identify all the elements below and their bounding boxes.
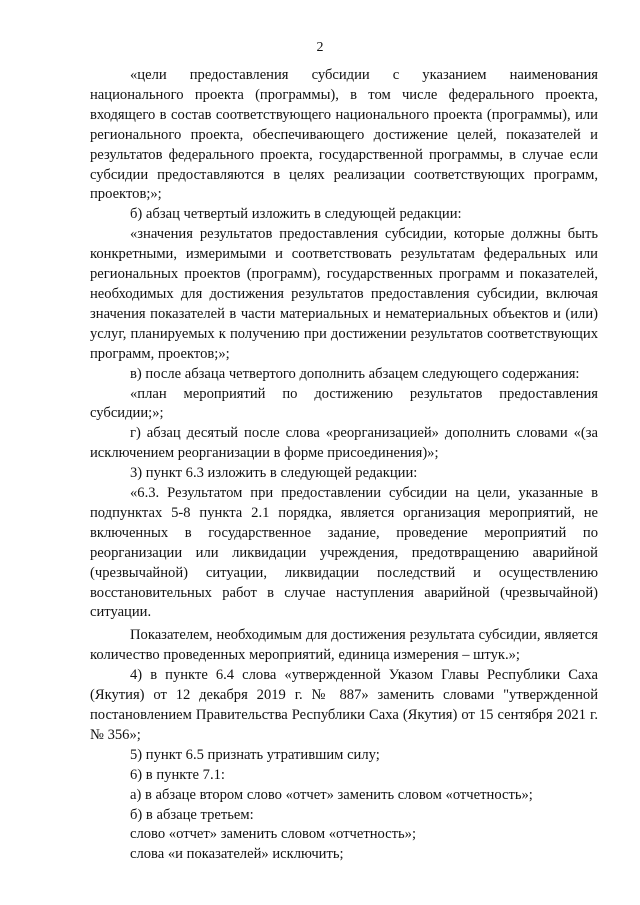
page-number: 2 [316, 40, 324, 55]
paragraph-indicator: Показателем, необходимым для достижения результата субсидии, является количество проведенных мероприятий, единица измерения – штук.»; [90, 627, 598, 664]
paragraph-goals-quote: «цели предоставления субсидии с указанием наименования национального проекта (программы), в том числе федерального проекта, входящего в состав соответствующего национального проекта (программы), или регионального проекта, обеспечивающего достижение целей, показателей и результатов федерального проекта, государственной программы, в случае если субсидии предоставляются в целях реализации соответствующих программ, проектов;»; [90, 67, 598, 203]
paragraph-word-replace: слово «отчет» заменить словом «отчетность»; [130, 826, 417, 843]
paragraph-words-exclude: слова «и показателей» исключить; [130, 846, 344, 863]
document-body [90, 66, 598, 865]
paragraph-item-b2: б) в абзаце третьем: [130, 806, 254, 823]
paragraph-item-b: б) абзац четвертый изложить в следующей редакции: [130, 206, 462, 223]
paragraph-results-quote: «значения результатов предоставления субсидии, которые должны быть конкретными, измеримыми и соответствовать результатам федеральных или региональных проектов (программ), государственных программ и показателей, необходимых для достижения результатов предоставления субсидии, включая значения показателей в части материальных и нематериальных объектов и (или) услуг, планируемых к получению при достижении результатов соответствующих программ, проектов;»; [90, 226, 598, 362]
paragraph-item-g: г) абзац десятый после слова «реорганизацией» дополнить словами «(за исключением реорганизации в форме присоединения)»; [90, 425, 598, 462]
paragraph-plan-quote: «план мероприятий по достижению результатов предоставления субсидии;»; [90, 385, 598, 422]
paragraph-item-6: 6) в пункте 7.1: [130, 766, 225, 783]
paragraph-item-v: в) после абзаца четвертого дополнить абзацем следующего содержания: [130, 365, 580, 382]
paragraph-item-5: 5) пункт 6.5 признать утратившим силу; [130, 746, 380, 763]
paragraph-6-3-quote: «6.3. Результатом при предоставлении субсидии на цели, указанные в подпунктах 5-8 пункта 2.1 порядка, является организация мероприятий, не включенных в государственное задание, проведение мероприятий по реорганизации или ликвидации учреждения, предотвращению аварийной (чрезвычайной) ситуации, ликвидации последствий и осуществлению восстановительных работ в случае наступления аварийной (чрезвычайной) ситуации. [90, 485, 598, 621]
paragraph-item-4: 4) в пункте 6.4 слова «утвержденной Указом Главы Республики Саха (Якутия) от 12 декабря 2019 г. № 887» заменить словами "утвержденной постановлением Правительства Республики Саха (Якутия) от 15 сентября 2021 г. № 356»; [90, 667, 598, 743]
paragraph-item-3: 3) пункт 6.3 изложить в следующей редакции: [130, 465, 418, 482]
paragraph-item-a: а) в абзаце втором слово «отчет» заменить словом «отчетность»; [130, 786, 533, 803]
